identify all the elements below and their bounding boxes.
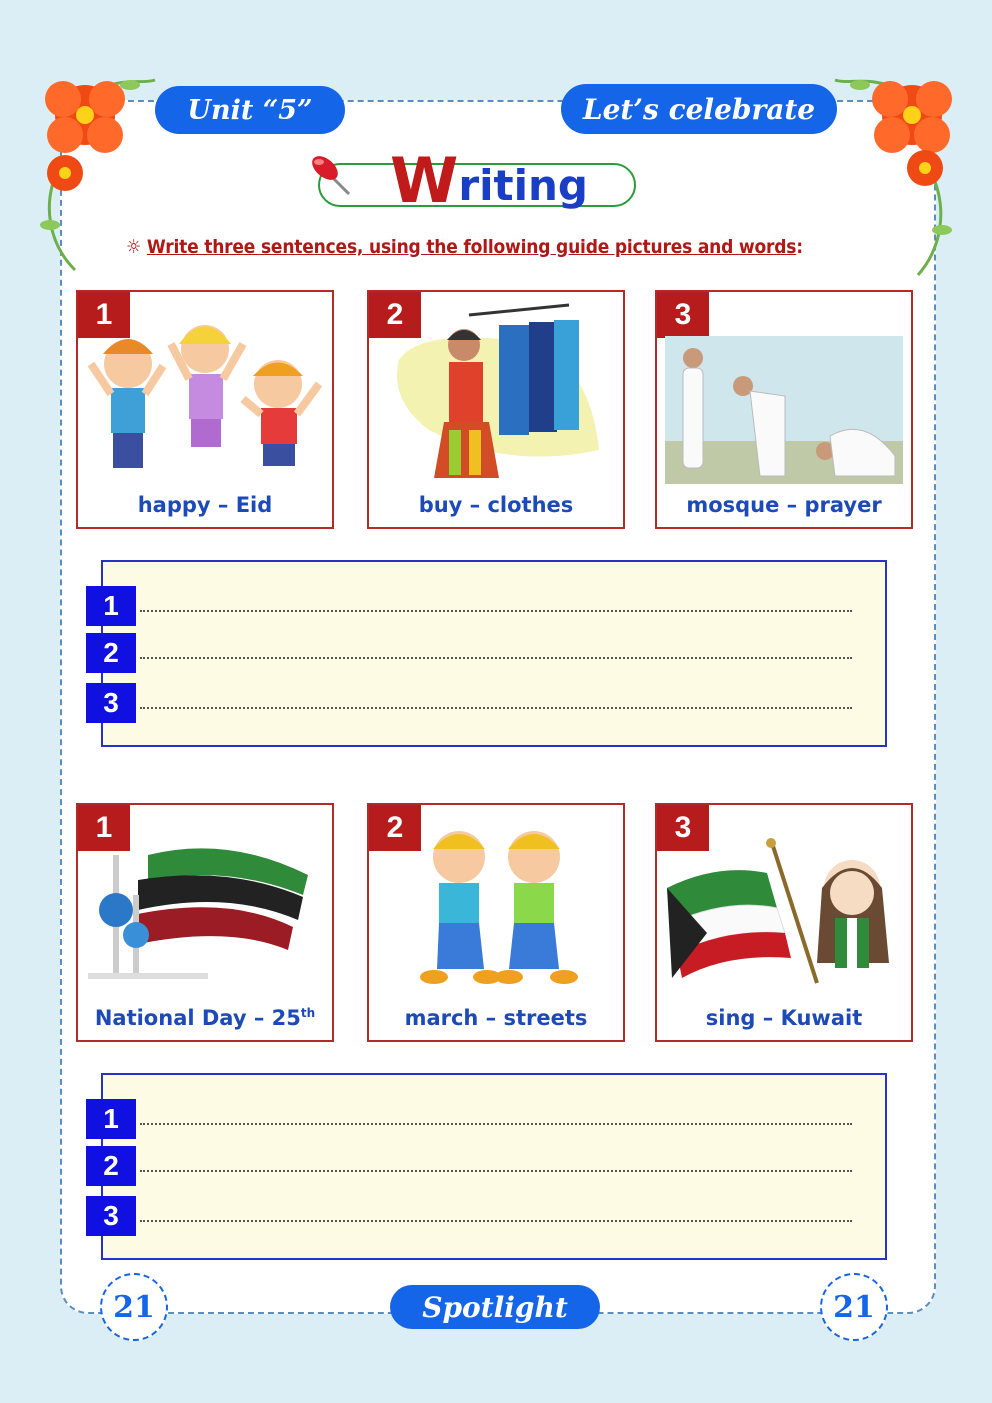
line-number: 2	[86, 633, 136, 673]
card-number: 1	[78, 292, 130, 338]
dotted-line[interactable]	[140, 610, 852, 612]
instruction-text: Write three sentences, using the following guide pictures and words	[146, 236, 797, 258]
instruction-colon: :	[796, 236, 803, 258]
children-marching-icon	[409, 819, 589, 994]
picture-card	[655, 803, 913, 1042]
topic-badge: Let’s celebrate	[561, 84, 837, 134]
card-caption	[78, 1006, 332, 1030]
writing-line[interactable]	[86, 586, 852, 626]
card-number: 1	[78, 805, 130, 851]
card-number: 3	[657, 292, 709, 338]
writing-line[interactable]	[86, 1196, 852, 1236]
caption-text: National Day – 25	[94, 1006, 301, 1030]
men-praying-icon	[665, 336, 903, 484]
card-caption: mosque – prayer	[686, 493, 882, 517]
title-rest: riting	[458, 161, 588, 210]
line-number: 2	[86, 1146, 136, 1186]
brand-badge: Spotlight	[390, 1285, 600, 1329]
writing-line[interactable]	[86, 633, 852, 673]
writing-line[interactable]	[86, 1146, 852, 1186]
line-number: 1	[86, 1099, 136, 1139]
card-number: 2	[369, 805, 421, 851]
picture-card	[367, 803, 625, 1042]
card-caption: march – streets	[404, 1006, 588, 1030]
woman-shopping-clothes-icon	[389, 300, 609, 480]
dotted-line[interactable]	[140, 657, 852, 659]
sun-bullet-icon: ☼	[126, 236, 142, 258]
card-caption: happy – Eid	[137, 493, 273, 517]
card-caption: buy – clothes	[418, 493, 574, 517]
flower-decoration-right-icon	[830, 60, 970, 280]
kuwait-towers-flag-icon	[88, 835, 322, 985]
line-number: 1	[86, 586, 136, 626]
page-number-left: 21	[100, 1273, 168, 1341]
card-number: 3	[657, 805, 709, 851]
picture-card	[367, 290, 625, 529]
dotted-line[interactable]	[140, 1123, 852, 1125]
page-title	[390, 144, 588, 217]
children-jumping-icon	[83, 304, 327, 474]
page-number-right: 21	[820, 1273, 888, 1341]
line-number: 3	[86, 683, 136, 723]
writing-line[interactable]	[86, 683, 852, 723]
instruction	[126, 236, 803, 258]
title-first-letter: W	[390, 144, 459, 217]
unit-badge: Unit “5”	[155, 86, 345, 134]
dotted-line[interactable]	[140, 1170, 852, 1172]
dotted-line[interactable]	[140, 1220, 852, 1222]
girl-with-flag-icon	[667, 833, 907, 993]
line-number: 3	[86, 1196, 136, 1236]
pushpin-icon	[305, 150, 355, 200]
writing-line[interactable]	[86, 1099, 852, 1139]
card-caption: sing – Kuwait	[705, 1006, 863, 1030]
caption-superscript: th	[300, 1006, 316, 1020]
dotted-line[interactable]	[140, 707, 852, 709]
picture-card	[655, 290, 913, 529]
picture-card	[76, 803, 334, 1042]
card-number: 2	[369, 292, 421, 338]
picture-card	[76, 290, 334, 529]
